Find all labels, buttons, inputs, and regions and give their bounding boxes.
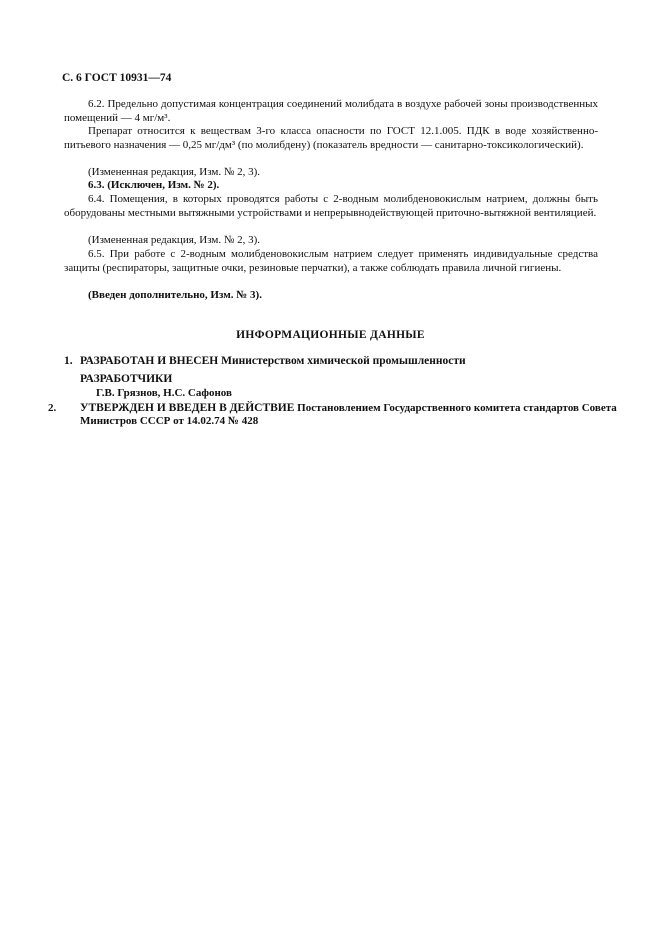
paragraph-6-5: 6.5. При работе с 2-водным молибденовокислым натрием следует применять индивидуальные средства защиты (респираторы, защитные очки, резиновые перчатки), а также соблюдать правила личной гигиены. <box>64 248 598 274</box>
developers-names: Г.В. Грязнов, Н.С. Сафонов <box>96 387 232 399</box>
paragraph-6-4: 6.4. Помещения, в которых проводятся работы с 2-водным молибденовокислым натрием, должны быть оборудованы местными вытяжными устройствами и непрерывнодействующей приточно-вытяжной вентиляцией. <box>64 193 598 219</box>
paragraph-6-3: 6.3. (Исключен, Изм. № 2). <box>88 179 220 191</box>
paragraph-6-2: 6.2. Предельно допустимая концентрация соединений молибдата в воздухе рабочей зоны производственных помещений — 4 мг/м³. <box>64 98 598 124</box>
developers-label: РАЗРАБОТЧИКИ <box>80 373 173 385</box>
paragraph-6-2-hazard: Препарат относится к веществам 3-го класса опасности по ГОСТ 12.1.005. ПДК в воде хозяйственно-питьевого назначения — 0,25 мг/дм³ (по молибдену) (показатель вредности — санитарно-токсикологический). <box>64 125 598 151</box>
edit-note-1: (Измененная редакция, Изм. № 2, 3). <box>88 166 261 178</box>
added-note: (Введен дополнительно, Изм. № 3). <box>88 289 262 301</box>
info-title: ИНФОРМАЦИОННЫЕ ДАННЫЕ <box>236 329 425 341</box>
edit-note-2: (Измененная редакция, Изм. № 2, 3). <box>88 234 261 246</box>
section-2: 2. УТВЕРЖДЕН И ВВЕДЕН В ДЕЙСТВИЕ Постановлением Государственного комитета стандартов Совета Министров СССР от 14.02.74 № 428 <box>48 402 617 427</box>
section-1: 1. РАЗРАБОТАН И ВНЕСЕН Министерством химической промышленности <box>64 355 466 367</box>
page-header: С. 6 ГОСТ 10931—74 <box>62 72 172 84</box>
